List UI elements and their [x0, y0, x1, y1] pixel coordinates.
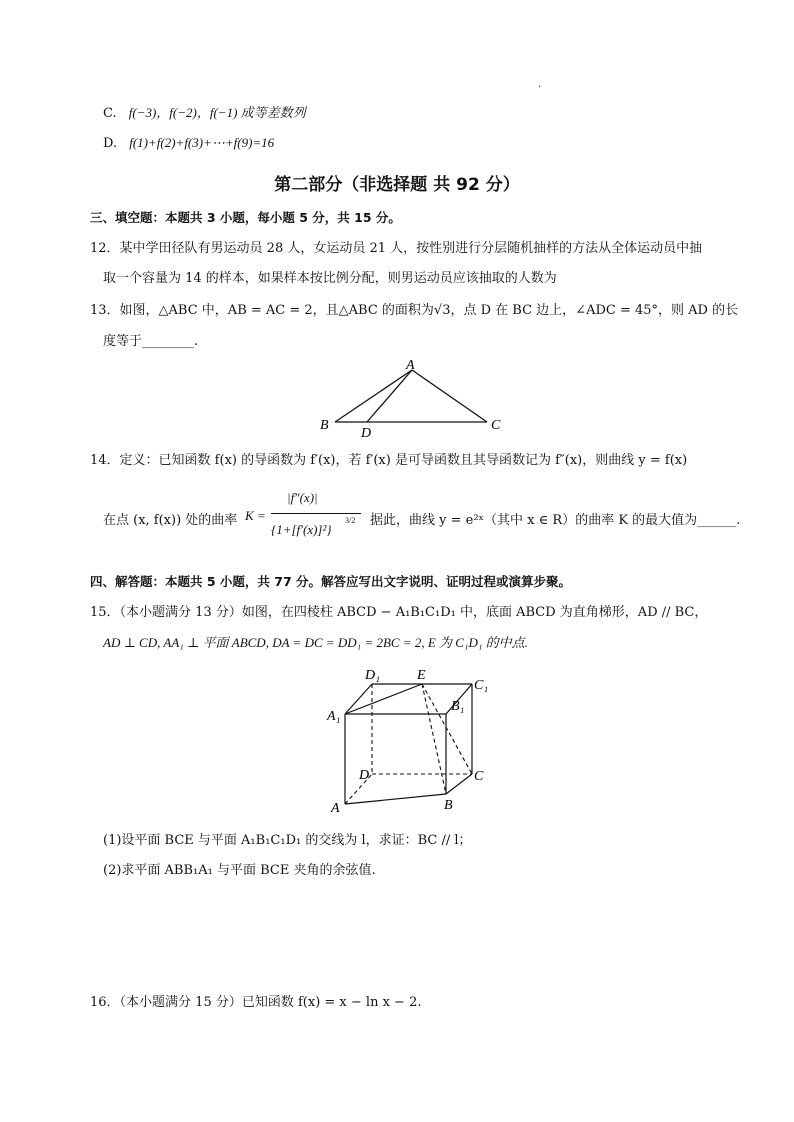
question-15-part1: (1)设平面 BCE 与平面 A₁B₁C₁D₁ 的交线为 l，求证：BC // l； — [103, 833, 472, 848]
question-15-line2: AD ⊥ CD, AA₁ ⊥ 平面 ABCD, DA = DC = DD₁ = 2BC = 2, E 为 C₁D₁ 的中点. — [103, 635, 528, 650]
question-number: 15． — [90, 605, 120, 620]
segment-ac — [412, 370, 487, 422]
edge-a-b — [345, 794, 446, 804]
option-d-label: D. — [103, 136, 118, 151]
label-a1: A₁ — [327, 709, 341, 724]
question-12-line2: 取一个容量为 14 的样本，如果样本按比例分配，则男运动员应该抽取的人数为 — [103, 271, 557, 286]
formula-numerator: |f″(x)| — [287, 490, 318, 505]
label-b: B — [444, 798, 453, 813]
section-three-heading: 三、填空题：本题共 3 小题，每小题 5 分，共 15 分。 — [90, 210, 401, 225]
prism-figure — [325, 662, 495, 817]
stray-dot: . — [538, 79, 542, 90]
question-number: 12． — [90, 241, 120, 256]
question-15-part2: (2)求平面 ABB₁A₁ 与平面 BCE 夹角的余弦值. — [103, 863, 376, 878]
segment-a1-e — [345, 684, 422, 714]
edge-a1-d1 — [345, 684, 372, 714]
label-c: C — [474, 769, 484, 784]
question-13-line2: 度等于________. — [103, 334, 199, 349]
label-d: D — [361, 426, 372, 440]
label-a: A — [406, 358, 415, 373]
question-15-line1: （本小题满分 13 分）如图，在四棱柱 ABCD − A₁B₁C₁D₁ 中，底面 ABCD 为直角梯形，AD // BC， — [119, 605, 708, 620]
question-13 — [90, 302, 738, 320]
question-number: 13． — [90, 303, 120, 318]
label-d: D — [359, 768, 370, 783]
label-b1: B₁ — [451, 699, 465, 714]
option-d-text: f(1)+f(2)+f(3)+⋯+f(9)=16 — [129, 135, 275, 150]
question-14-line2-post: 据此，曲线 y = e²ˣ（其中 x ∈ R）的曲率 K 的最大值为______. — [370, 513, 741, 528]
option-d — [103, 134, 274, 153]
question-16 — [90, 994, 421, 1012]
fraction-bar — [271, 513, 361, 514]
label-b: B — [320, 418, 329, 433]
formula-denominator: {1+[f′(x)]²} — [271, 522, 332, 537]
triangle-figure — [315, 355, 515, 440]
label-a: A — [331, 801, 340, 816]
segment-e-b — [422, 684, 446, 794]
question-14-line1: 定义：已知函数 f(x) 的导函数为 f′(x)，若 f′(x) 是可导函数且其导函数记为 f″(x)，则曲线 y = f(x) — [119, 453, 688, 468]
label-d1: D₁ — [365, 668, 380, 683]
question-12 — [90, 240, 702, 258]
label-c: C — [491, 418, 501, 433]
edge-c-b — [446, 774, 472, 794]
curvature-formula — [245, 486, 365, 554]
question-15 — [90, 604, 707, 622]
segment-e-c — [422, 684, 472, 774]
question-14 — [90, 452, 687, 470]
option-c-label: C. — [103, 106, 117, 121]
section-four-heading: 四、解答题：本题共 5 小题，共 77 分。解答应写出文字说明、证明过程或演算步聚。 — [90, 574, 572, 589]
question-16-text: （本小题满分 15 分）已知函数 f(x) = x − ln x − 2. — [119, 995, 422, 1010]
question-12-line1: 某中学田径队有男运动员 28 人，女运动员 21 人，按性别进行分层随机抽样的方法从全体运动员中抽 — [119, 241, 703, 256]
question-13-line1: 如图，△ABC 中，AB = AC = 2，且△ABC 的面积为√3，点 D 在 BC 边上，∠ADC = 45°，则 AD 的长 — [119, 303, 739, 318]
question-number: 14． — [90, 453, 120, 468]
part-title: 第二部分（非选择题 共 92 分） — [274, 175, 520, 195]
question-14-line2-pre: 在点 (x, f(x)) 处的曲率 — [103, 513, 238, 528]
label-c1: C₁ — [474, 678, 489, 693]
label-e: E — [417, 668, 426, 683]
option-c-text: f(−3)，f(−2)，f(−1) 成等差数列 — [128, 105, 306, 120]
formula-exponent: 3/2 — [345, 516, 356, 525]
option-c — [103, 104, 306, 123]
formula-k: K = — [245, 508, 266, 523]
question-number: 16． — [90, 995, 120, 1010]
